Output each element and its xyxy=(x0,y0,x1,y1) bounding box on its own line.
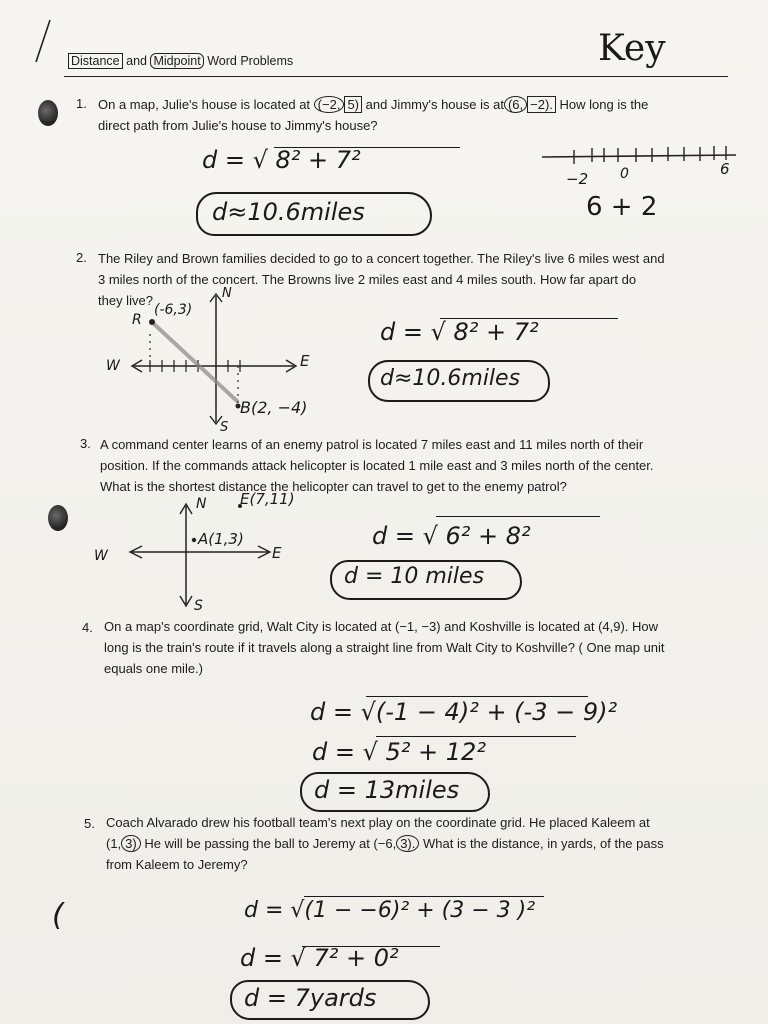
q5-left-mark: ( xyxy=(52,898,64,933)
q2-graph xyxy=(120,290,320,440)
q5-sqrt-bar xyxy=(304,896,544,897)
q4-work-answer: d = 13miles xyxy=(314,776,460,804)
q3-graph xyxy=(120,500,290,612)
question-4-text xyxy=(104,616,734,679)
title-and: and xyxy=(126,54,147,68)
q1-answer-oval xyxy=(196,192,432,236)
q5-point-kaleem-y: 3) xyxy=(121,835,141,852)
question-1-text xyxy=(98,94,698,136)
q2-work-answer: d≈10.6miles xyxy=(380,366,521,391)
q1-text-line2: direct path from Julie's house to Jimmy's house? xyxy=(98,118,378,133)
question-1-number: 1. xyxy=(76,96,87,111)
q3-label-n: N xyxy=(196,496,207,512)
title-word-distance: Distance xyxy=(68,53,123,69)
header-rule xyxy=(64,76,728,77)
q4-work-formula: d = √(-1 − 4)² + (-3 − 9)² xyxy=(310,698,618,726)
q1-point-julie-x: (−2, xyxy=(314,96,345,113)
q1-sqrt-bar xyxy=(274,147,460,148)
q2-label-n: N xyxy=(222,286,232,301)
q3-work-answer: d = 10 miles xyxy=(344,564,485,589)
q4-answer-oval xyxy=(300,772,490,812)
q5-text-line3: from Kaleem to Jeremy? xyxy=(106,857,248,872)
punch-hole-middle xyxy=(48,505,68,531)
q1-point-jimmy-x: (6, xyxy=(504,96,527,113)
question-3-number: 3. xyxy=(80,436,91,451)
q3-answer-oval xyxy=(330,560,522,600)
key-label: Key xyxy=(598,28,666,69)
q2-label-r-coords: (-6,3) xyxy=(154,302,193,318)
q5-text-line1: Coach Alvarado drew his football team's next play on the coordinate grid. He placed Kaleem at xyxy=(106,815,650,830)
title-word-midpoint: Midpoint xyxy=(150,53,203,69)
q2-text-line1: The Riley and Brown families decided to go to a concert together. The Riley's live 6 miles west and xyxy=(98,251,665,266)
q4-text-line2: long is the train's route if it travels along a straight line from Walt City to Koshville? ( One map unit xyxy=(104,640,665,655)
punch-hole-top xyxy=(38,100,58,126)
q1-point-jimmy-y: −2). xyxy=(527,96,556,113)
q3-text-line3: What is the shortest distance the helicopter can travel to get to the enemy patrol? xyxy=(100,479,567,494)
q3-label-a-point: A(1,3) xyxy=(198,530,244,548)
q2-sqrt-bar xyxy=(440,318,618,319)
q3-label-s: S xyxy=(194,598,203,614)
q3-label-e-point: E(7,11) xyxy=(240,490,295,508)
q1-numberline-label-neg2: −2 xyxy=(566,170,589,188)
q1-text-c: How long is the xyxy=(559,97,649,112)
pen-mark xyxy=(30,18,54,66)
q5-point-jeremy-y: 3). xyxy=(396,835,419,852)
q5-text-end: What is the distance, in yards, of the pass xyxy=(422,836,664,851)
q1-text-a: On a map, Julie's house is located at xyxy=(98,97,311,112)
q5-work-formula: d = √(1 − −6)² + (3 − 3 )² xyxy=(244,898,536,923)
q4-text-line3: equals one mile.) xyxy=(104,661,203,676)
q5-sqrt-bar-2 xyxy=(302,946,440,947)
q1-text-b: and Jimmy's house is at xyxy=(365,97,504,112)
q3-work-formula: d = √ 6² + 8² xyxy=(372,522,531,550)
question-5-number: 5. xyxy=(84,816,95,831)
q4-text-line1: On a map's coordinate grid, Walt City is located at (−1, −3) and Koshville is located at (4,9). How xyxy=(104,619,659,634)
q3-label-w: W xyxy=(94,548,108,564)
q3-text-line2: position. If the commands attack helicopter is located 1 mile east and 3 miles north of the center. xyxy=(100,458,654,473)
q4-work-step2: d = √ 5² + 12² xyxy=(312,738,486,766)
q4-sqrt-bar-2 xyxy=(376,736,576,737)
q1-numberline-label-6: 6 xyxy=(720,160,730,178)
q5-work-step2: d = √ 7² + 0² xyxy=(240,944,399,972)
q4-sqrt-bar xyxy=(366,696,588,697)
q1-work-formula: d = √ 8² + 7² xyxy=(202,146,361,174)
q5-text-mid: He will be passing the ball to Jeremy at (−6, xyxy=(144,836,397,851)
q1-numberline-label-0: 0 xyxy=(620,166,629,182)
question-5-text xyxy=(106,812,736,875)
q2-label-r: R xyxy=(132,312,142,328)
question-4-number: 4. xyxy=(82,620,93,635)
q2-label-e: E xyxy=(300,352,310,370)
question-3-text xyxy=(100,434,740,497)
q2-answer-oval xyxy=(368,360,550,402)
q1-point-julie-y: 5) xyxy=(344,96,362,113)
q2-text-line3: they live? xyxy=(98,293,153,308)
q5-work-answer: d = 7yards xyxy=(244,984,377,1012)
title-rest: Word Problems xyxy=(207,54,294,68)
q3-label-e: E xyxy=(272,544,282,562)
q2-label-s: S xyxy=(220,420,229,435)
q5-answer-oval xyxy=(230,980,430,1020)
q2-label-w: W xyxy=(106,358,120,374)
q2-label-b: B(2, −4) xyxy=(240,398,308,417)
question-2-number: 2. xyxy=(76,250,87,265)
q1-work-answer: d≈10.6miles xyxy=(212,198,365,226)
q3-sqrt-bar xyxy=(436,516,600,517)
q2-text-line2: 3 miles north of the concert. The Browns live 2 miles east and 4 miles south. How far apart do xyxy=(98,272,637,287)
worksheet-title xyxy=(68,54,293,68)
q3-text-line1: A command center learns of an enemy patrol is located 7 miles east and 11 miles north of their xyxy=(100,437,644,452)
q5-point-kaleem-x: (1, xyxy=(106,836,122,851)
q2-work-formula: d = √ 8² + 7² xyxy=(380,318,539,346)
q1-side-note: 6 + 2 xyxy=(586,192,658,222)
